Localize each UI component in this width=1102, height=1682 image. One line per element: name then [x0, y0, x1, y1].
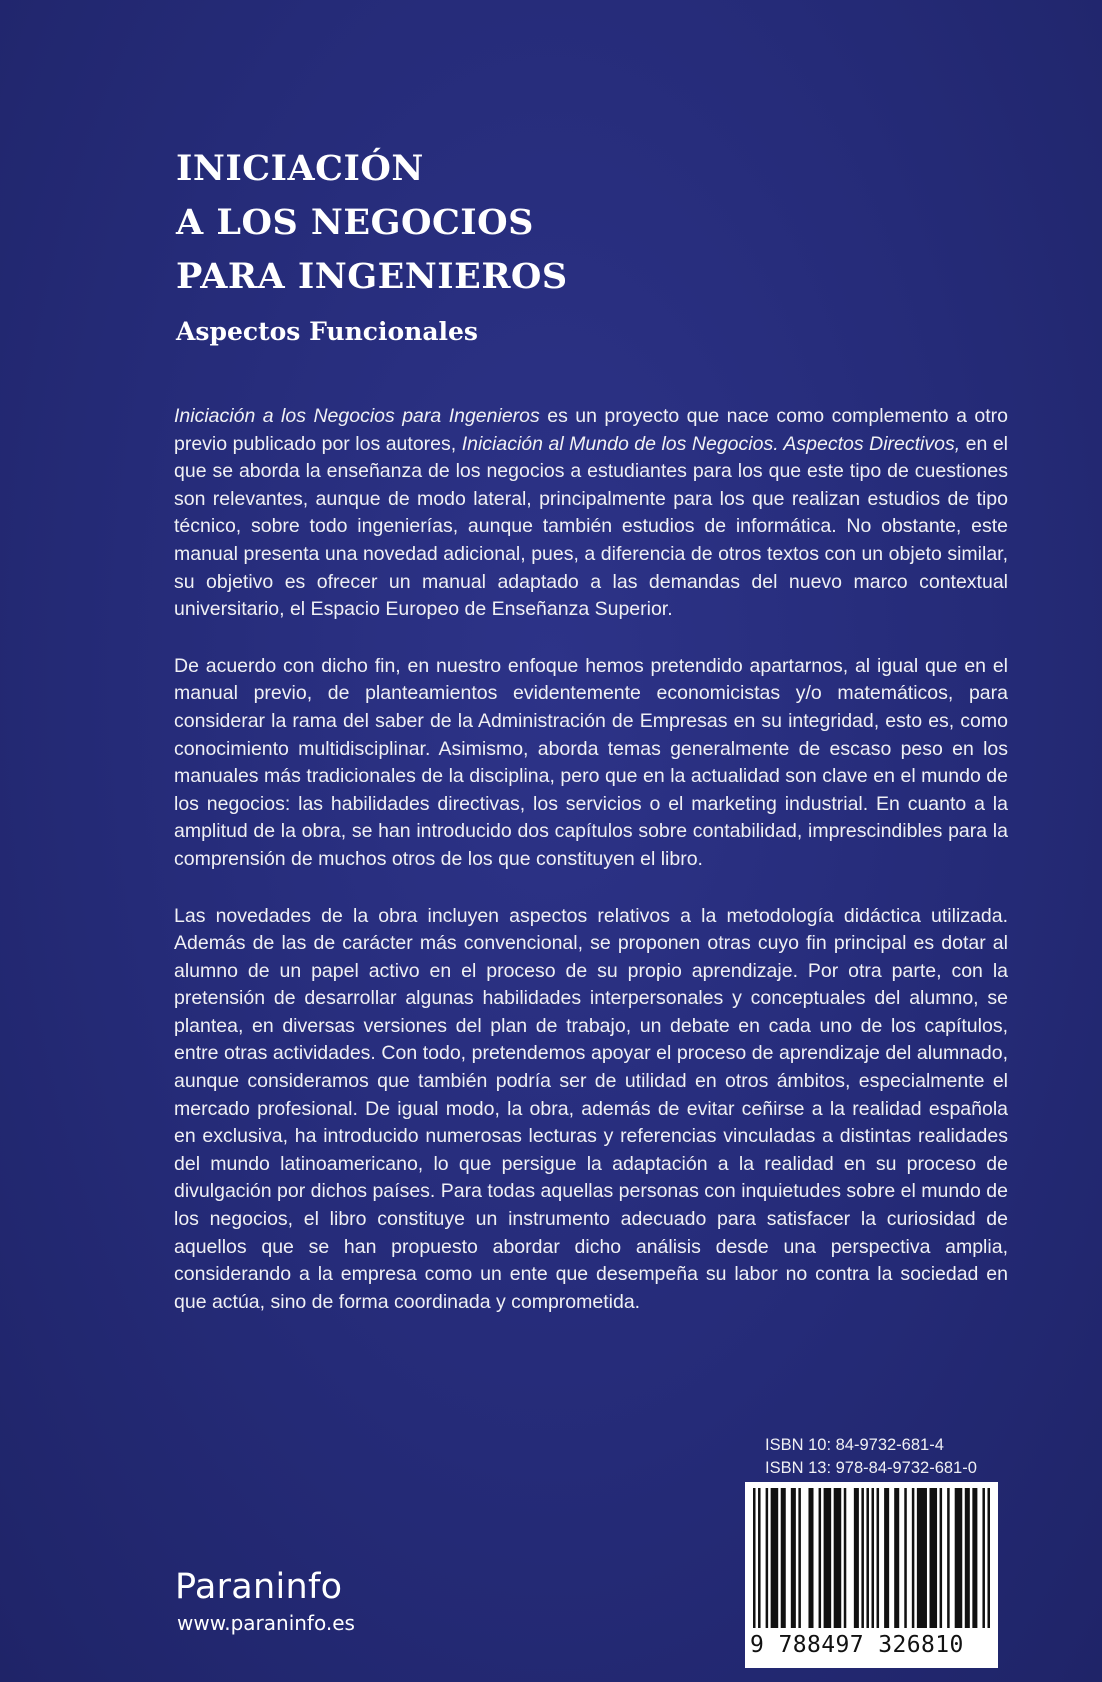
barcode-bar [987, 1488, 990, 1628]
barcode-bar [758, 1488, 761, 1628]
book-title-line-2: A LOS NEGOCIOS [176, 202, 534, 243]
barcode-bar [912, 1488, 915, 1628]
barcode-bar [940, 1488, 943, 1628]
book-title-reference: Iniciación a los Negocios para Ingenieros [174, 405, 540, 427]
barcode-bar [844, 1488, 847, 1628]
barcode-bar [781, 1488, 786, 1628]
blurb-paragraph-3: Las novedades de la obra incluyen aspectos relativos a la metodología didáctica utilizada. Además de las de carácter más convencional, se proponen otras cuyo fin principal es dotar al alumno de un papel activo en el proceso de su propio aprendizaje. Por otra parte, con la pretensión de desarrollar algunas habilidades interpersonales y conceptuales del alumno, se plantea, en diversas versiones del plan de trabajo, un debate en cada uno de los capítulos, entre otras actividades. Con todo, pretendemos apoyar el proceso de aprendizaje del alumnado, aunque consideramos que también podría ser de utilidad en otros ámbitos, especialmente el mercado profesional. De igual modo, la obra, además de evitar ceñirse a la realidad española en exclusiva, ha introducido numerosas lecturas y referencias vinculadas a distintas realidades del mundo latinoamericano, lo que persigue la adaptación a la realidad en su proceso de divulgación por dichos países. Para todas aquellas personas con inquietudes sobre el mundo de los negocios, el libro constituye un instrumento adecuado para satisfacer la curiosidad de aquellos que se han propuesto abordar dicho análisis desde una perspectiva amplia, considerando a la empresa como un ente que desempeña su labor no contra la sociedad en que actúa, sino de forma coordinada y comprometida. [174, 904, 1008, 1313]
barcode-digits: 9 788497 326810 [750, 1632, 964, 1658]
isbn-13: ISBN 13: 978-84-9732-681-0 [765, 1459, 977, 1477]
paragraph-1-text-a: es un proyecto que nace como complemento a otro previo publicado por los autores, [174, 405, 1008, 455]
blurb-paragraph-2: De acuerdo con dicho fin, en nuestro enfoque hemos pretendido apartarnos, al igual que en el manual previo, de planteamientos evidentemente economicistas y/o matemáticos, para considerar la rama del saber de la Administración de Empresas en su integridad, esto es, como conocimiento multidisciplinar. Asimismo, aborda temas generalmente de escaso peso en los manuales más tradicionales de la disciplina, pero que en la actualidad son clave en el mundo de los negocios: las habilidades directivas, los servicios o el marketing industrial. En cuanto a la amplitud de la obra, se han introducido dos capítulos sobre contabilidad, imprescindibles para la comprensión de muchos otros de los que constituyen el libro. [174, 654, 1008, 870]
publisher-logo: Paraninfo [175, 1567, 343, 1607]
book-subtitle: Aspectos Funcionales [176, 317, 478, 346]
barcode-bar [766, 1488, 769, 1628]
barcode-bar [872, 1488, 875, 1628]
blurb-paragraph-1 [174, 403, 1008, 624]
prior-work-reference: Iniciación al Mundo de los Negocios. Aspectos Directivos, [461, 432, 961, 455]
title-block [176, 142, 876, 352]
barcode-bar [753, 1488, 756, 1628]
barcode-bar [808, 1488, 813, 1628]
barcode-bar [917, 1488, 927, 1628]
barcode-bar [798, 1488, 801, 1628]
paragraph-1-text-b: en el que se aborda la enseñanza de los negocios a estudiantes para los que este tipo de cuestiones son relevantes, aunque de modo lateral, principalmente para los que realizan estudios de tipo técnico, sobre todo ingenierías, aunque también estudios de informática. No obstante, este manual presenta una novedad adicional, pues, a diferencia de otros textos con un objeto similar, su objetivo es ofrecer un manual adaptado a las demandas del nuevo marco contextual universitario, el Espacio Europeo de Enseñanza Superior. [174, 432, 1008, 621]
barcode-bar [866, 1488, 869, 1628]
barcode-bar [819, 1488, 822, 1628]
barcode-bar [854, 1488, 859, 1628]
barcode-bar [904, 1488, 907, 1628]
barcode-bar [834, 1488, 842, 1628]
barcode-bar [884, 1488, 889, 1628]
barcode-bar [982, 1488, 985, 1628]
barcode-bars [753, 1488, 990, 1628]
barcode-bar [877, 1488, 880, 1628]
isbn-10: ISBN 10: 84-9732-681-4 [765, 1436, 944, 1454]
book-title-line-3: PARA INGENIEROS [176, 256, 568, 297]
barcode-bar [861, 1488, 864, 1628]
barcode [745, 1482, 998, 1668]
barcode-bar [791, 1488, 796, 1628]
book-title-line-1: INICIACIÓN [176, 148, 424, 189]
barcode-bar [824, 1488, 832, 1628]
isbn-block [765, 1434, 995, 1480]
blurb-text [174, 403, 1008, 1345]
barcode-bar [929, 1488, 937, 1628]
barcode-bar [955, 1488, 963, 1628]
barcode-bar [894, 1488, 899, 1628]
barcode-bar [972, 1488, 977, 1628]
barcode-bar [947, 1488, 950, 1628]
barcode-bar [771, 1488, 779, 1628]
publisher-website: www.paraninfo.es [177, 1611, 355, 1635]
barcode-bar [965, 1488, 970, 1628]
